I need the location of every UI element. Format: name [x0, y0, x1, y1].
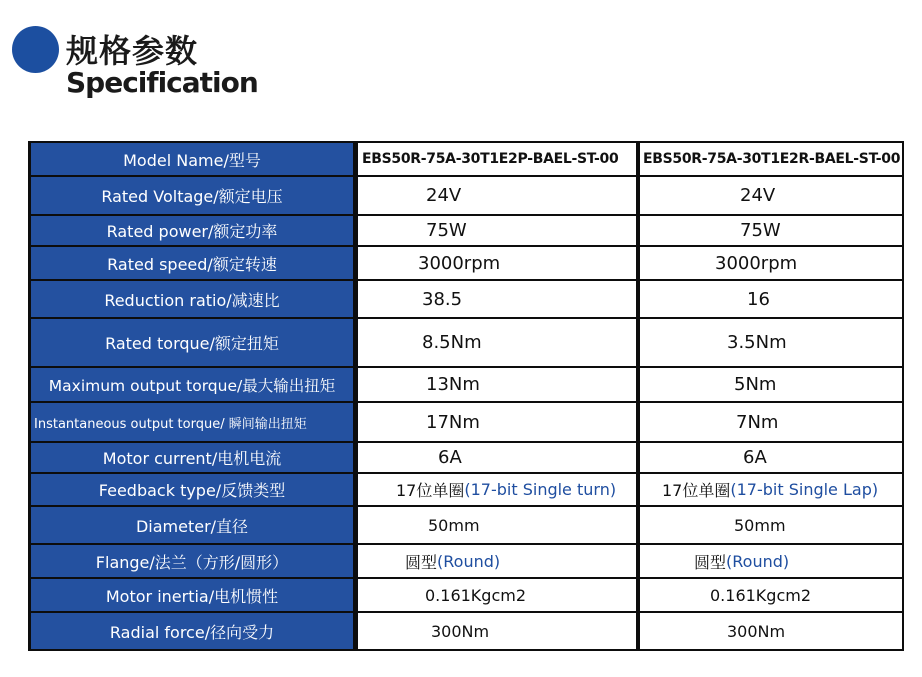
- flange-b-value: [640, 545, 902, 577]
- feedback-a-value: [358, 474, 636, 505]
- row-label: Rated torque/额定扭矩: [31, 319, 353, 366]
- row-label: Rated Voltage/额定电压: [31, 177, 353, 214]
- radial-force-b-value: 300Nm: [640, 613, 902, 649]
- table-row-max-torque: [28, 368, 904, 401]
- radial-force-a-value: 300Nm: [358, 613, 636, 649]
- inertia-a-value: 0.161Kgcm2: [358, 579, 636, 611]
- flange-a-value: [358, 545, 636, 577]
- row-label: Rated speed/额定转速: [31, 247, 353, 279]
- table-row-diameter: [28, 507, 904, 543]
- page-header: [0, 0, 922, 120]
- row-label: Feedback type/反馈类型: [31, 474, 353, 505]
- row-label: Motor inertia/电机惯性: [31, 579, 353, 611]
- table-row-power: [28, 216, 904, 245]
- feedback-b-value: [640, 474, 902, 505]
- max-torque-b-value: 5Nm: [640, 368, 902, 401]
- flange-a-en: (Round): [437, 551, 501, 571]
- diameter-b-value: 50mm: [640, 507, 902, 543]
- instant-torque-b-value: 7Nm: [640, 403, 902, 441]
- speed-a-value: 3000rpm: [358, 247, 636, 279]
- flange-b-cn: 圆型: [694, 552, 727, 572]
- row-label: Model Name/型号: [31, 143, 353, 175]
- title-english: Specification: [66, 66, 258, 99]
- diameter-a-value: 50mm: [358, 507, 636, 543]
- current-a-value: 6A: [358, 443, 636, 472]
- title-chinese: 规格参数: [66, 32, 199, 70]
- table-row-ratio: [28, 281, 904, 317]
- feedback-a-en: (17-bit Single turn): [464, 480, 617, 499]
- feedback-b-cn: 17位单圈: [662, 481, 731, 500]
- current-b-value: 6A: [640, 443, 902, 472]
- flange-a-cn: 圆型: [405, 552, 438, 572]
- table-row-voltage: [28, 177, 904, 214]
- power-a-value: 75W: [358, 216, 636, 245]
- ratio-b-value: 16: [640, 281, 902, 317]
- circle-bullet-icon: [12, 26, 59, 73]
- speed-b-value: 3000rpm: [640, 247, 902, 279]
- row-label: Rated power/额定功率: [31, 216, 353, 245]
- row-label: Reduction ratio/减速比: [31, 281, 353, 317]
- model-a-value: EBS50R-75A-30T1E2P-BAEL-ST-00: [358, 143, 636, 175]
- row-label: Maximum output torque/最大输出扭矩: [31, 368, 353, 401]
- max-torque-a-value: 13Nm: [358, 368, 636, 401]
- table-row-radial-force: [28, 613, 904, 649]
- row-label: Motor current/电机电流: [31, 443, 353, 472]
- table-row-speed: [28, 247, 904, 279]
- rated-torque-a-value: 8.5Nm: [358, 319, 636, 366]
- ratio-a-value: 38.5: [358, 281, 636, 317]
- feedback-b-en: (17-bit Single Lap): [730, 480, 879, 499]
- row-label: Flange/法兰（方形/圆形）: [31, 545, 353, 577]
- table-row-instant-torque: [28, 403, 904, 441]
- power-b-value: 75W: [640, 216, 902, 245]
- spec-table: [28, 141, 904, 651]
- rated-torque-b-value: 3.5Nm: [640, 319, 902, 366]
- feedback-a-cn: 17位单圈: [396, 481, 465, 500]
- voltage-b-value: 24V: [640, 177, 902, 214]
- table-row-current: [28, 443, 904, 472]
- voltage-a-value: 24V: [358, 177, 636, 214]
- model-b-value: EBS50R-75A-30T1E2R-BAEL-ST-00: [640, 143, 902, 175]
- table-row-rated-torque: [28, 319, 904, 366]
- table-row-feedback: [28, 474, 904, 505]
- table-row-flange: [28, 545, 904, 577]
- instant-torque-a-value: 17Nm: [358, 403, 636, 441]
- flange-b-en: (Round): [726, 551, 790, 571]
- row-label: Radial force/径向受力: [31, 613, 353, 649]
- row-label: Instantaneous output torque/ 瞬间输出扭矩: [31, 403, 353, 441]
- inertia-b-value: 0.161Kgcm2: [640, 579, 902, 611]
- row-label: Diameter/直径: [31, 507, 353, 543]
- table-row-model: [28, 143, 904, 175]
- table-row-inertia: [28, 579, 904, 611]
